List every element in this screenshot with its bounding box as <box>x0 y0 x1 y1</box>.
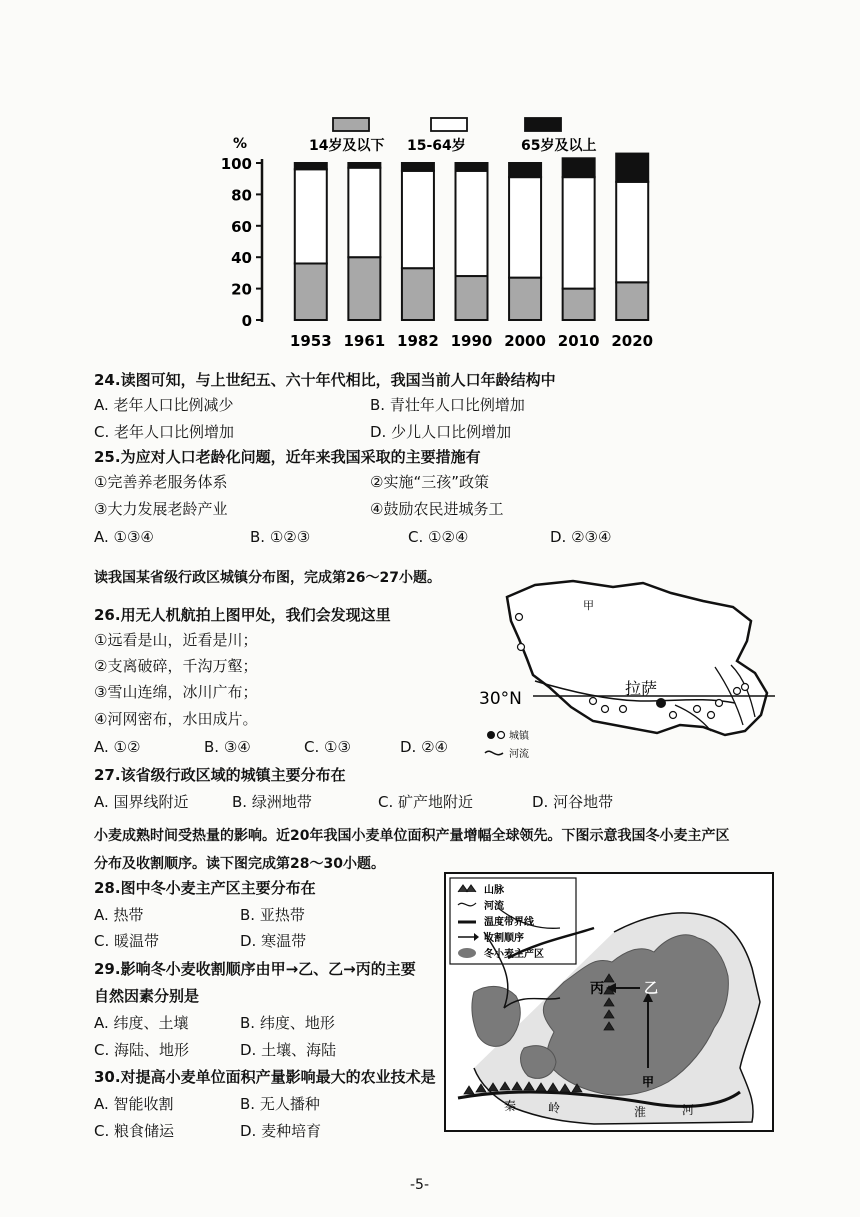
q27-option-b: B. 绿洲地带 <box>232 793 312 811</box>
intro-28-30-line2: 分布及收割顺序。读下图完成第28～30小题。 <box>94 856 385 872</box>
legend-town-label: 城镇 <box>509 731 529 742</box>
lasa-city-dot <box>656 698 666 708</box>
bar-segment-0 <box>616 282 648 320</box>
q25-option-d: D. ②③④ <box>550 528 612 546</box>
q26-option-d: D. ②④ <box>400 738 448 756</box>
q28-option-b: B. 亚热带 <box>240 906 305 924</box>
q27-option-a: A. 国界线附近 <box>94 793 189 811</box>
q27-option-d: D. 河谷地带 <box>532 793 614 811</box>
y-tick-label: 80 <box>231 186 252 205</box>
intro-26-27: 读我国某省级行政区城镇分布图，完成第26～27小题。 <box>94 570 441 586</box>
bar-segment-1 <box>509 177 541 277</box>
legend-swatch-0 <box>333 118 369 131</box>
latitude-label: 30°N <box>479 689 522 709</box>
q26-option-a: A. ①② <box>94 738 141 756</box>
q30-option-c: C. 粮食储运 <box>94 1122 175 1140</box>
q30-option-a: A. 智能收割 <box>94 1095 174 1113</box>
legend-wheat-area-icon <box>458 948 476 958</box>
bar-segment-1 <box>616 182 648 282</box>
bar-segment-1 <box>348 168 380 257</box>
bars-group <box>295 154 648 320</box>
q28-option-a: A. 热带 <box>94 906 144 924</box>
legend-swatch-1 <box>431 118 467 131</box>
map-label-bing: 丙 <box>590 981 604 997</box>
q28-option-d: D. 寒温带 <box>240 932 307 950</box>
q26-item-2: ②支离破碎，千沟万壑； <box>94 657 258 675</box>
legend-town-filled-icon <box>487 731 495 739</box>
chart-legend <box>309 118 596 154</box>
x-tick-label: 1982 <box>397 332 439 350</box>
legend-river-label: 河流 <box>484 901 504 912</box>
q28-stem: 28.图中冬小麦主产区主要分布在 <box>94 879 316 897</box>
legend-wheat-label: 冬小麦主产区 <box>484 949 544 960</box>
x-axis <box>290 332 653 350</box>
map-label-jia: 甲 <box>583 599 594 612</box>
bar-segment-1 <box>295 169 327 263</box>
bar-segment-0 <box>348 257 380 320</box>
q29-option-b: B. 纬度、地形 <box>240 1014 335 1032</box>
legend-harvest-label: 收割顺序 <box>484 933 524 944</box>
map-label-jia: 甲 <box>642 1075 655 1089</box>
x-tick-label: 2010 <box>557 332 600 350</box>
q25-item-4: ④鼓励农民进城务工 <box>370 500 504 518</box>
q24-stem: 24.读图可知，与上世纪五、六十年代相比，我国当前人口年龄结构中 <box>94 371 556 389</box>
bar-segment-1 <box>402 171 434 268</box>
x-tick-label: 2000 <box>504 332 546 350</box>
x-tick-label: 1953 <box>289 332 332 350</box>
bar-segment-2 <box>616 154 648 182</box>
legend-town-hollow-icon <box>498 732 505 739</box>
q27-stem: 27.该省级行政区域的城镇主要分布在 <box>94 766 346 784</box>
q26-option-c: C. ①③ <box>304 738 351 756</box>
q29-option-a: A. 纬度、土壤 <box>94 1014 189 1032</box>
q28-option-c: C. 暖温带 <box>94 932 160 950</box>
q24-option-d: D. 少儿人口比例增加 <box>370 423 512 441</box>
legend-label-2: 65岁及以上 <box>521 138 597 154</box>
legend-temp-zone-label: 温度带界线 <box>484 917 534 928</box>
legend-swatch-2 <box>525 118 561 131</box>
q29-stem-line1: 29.影响冬小麦收割顺序由甲→乙、乙→丙的主要 <box>94 960 416 978</box>
q25-option-a: A. ①③④ <box>94 528 154 546</box>
bar-segment-1 <box>456 171 488 276</box>
bar-segment-2 <box>348 163 380 168</box>
q26-option-b: B. ③④ <box>204 738 251 756</box>
q25-option-b: B. ①②③ <box>250 528 311 546</box>
x-tick-label: 1990 <box>450 332 493 350</box>
y-tick-label: 60 <box>231 217 252 236</box>
q29-stem-line2: 自然因素分别是 <box>94 987 200 1005</box>
map-label-he: 河 <box>682 1103 695 1117</box>
map-label-yi: 乙 <box>644 981 658 997</box>
y-tick-label: 40 <box>231 249 252 268</box>
q30-option-d: D. 麦种培育 <box>240 1122 322 1140</box>
q26-stem: 26.用无人机航拍上图甲处，我们会发现这里 <box>94 606 391 624</box>
x-tick-label: 2020 <box>611 332 654 350</box>
y-tick-label: 100 <box>220 155 252 173</box>
wheat-area-southwest <box>521 1046 556 1079</box>
q25-item-1: ①完善养老服务体系 <box>94 473 228 491</box>
province-town-map <box>475 575 785 765</box>
q26-item-4: ④河网密布，水田成片。 <box>94 710 258 728</box>
bar-segment-0 <box>563 289 595 320</box>
y-axis-unit: % <box>233 136 248 152</box>
legend-river-icon <box>485 751 503 754</box>
bar-segment-0 <box>295 263 327 320</box>
province-outline <box>507 581 767 735</box>
q30-stem: 30.对提高小麦单位面积产量影响最大的农业技术是 <box>94 1068 436 1086</box>
bar-segment-0 <box>509 278 541 320</box>
bar-segment-1 <box>563 177 595 288</box>
map-label-huai: 淮 <box>634 1105 647 1119</box>
bar-segment-2 <box>563 158 595 177</box>
bar-segment-2 <box>509 163 541 177</box>
bar-segment-2 <box>295 163 327 169</box>
x-tick-label: 1961 <box>343 332 386 350</box>
q25-option-c: C. ①②④ <box>408 528 469 546</box>
q24-option-b: B. 青壮年人口比例增加 <box>370 396 525 414</box>
y-tick-label: 0 <box>241 312 252 330</box>
winter-wheat-map <box>444 872 774 1132</box>
q24-option-c: C. 老年人口比例增加 <box>94 423 235 441</box>
q29-option-d: D. 土壤、海陆 <box>240 1041 337 1059</box>
q29-option-c: C. 海陆、地形 <box>94 1041 190 1059</box>
page-number: -5- <box>410 1177 430 1193</box>
q26-item-3: ③雪山连绵，冰川广布； <box>94 683 258 701</box>
legend-mountain-label: 山脉 <box>484 885 504 896</box>
legend-label-0: 14岁及以下 <box>309 138 385 154</box>
bar-segment-2 <box>456 163 488 171</box>
age-structure-chart <box>215 112 665 352</box>
q27-option-c: C. 矿产地附近 <box>378 793 474 811</box>
q25-item-2: ②实施“三孩”政策 <box>370 473 489 491</box>
legend-label-1: 15-64岁 <box>407 138 466 154</box>
y-tick-label: 20 <box>231 280 252 299</box>
map-label-qin: 秦 <box>504 1099 517 1113</box>
legend-river-label: 河流 <box>509 749 529 760</box>
bar-segment-2 <box>402 163 434 171</box>
bar-segment-0 <box>402 268 434 320</box>
lasa-label: 拉萨 <box>625 679 658 698</box>
q25-stem: 25.为应对人口老龄化问题，近年来我国采取的主要措施有 <box>94 448 481 466</box>
bar-segment-0 <box>456 276 488 320</box>
q24-option-a: A. 老年人口比例减少 <box>94 396 234 414</box>
q26-item-1: ①远看是山，近看是川； <box>94 631 258 649</box>
q30-option-b: B. 无人播种 <box>240 1095 320 1113</box>
y-axis <box>221 155 262 330</box>
intro-28-30-line1: 小麦成熟时间受热量的影响。近20年我国小麦单位面积产量增幅全球领先。下图示意我国冬小麦主产区 <box>94 828 730 844</box>
q25-item-3: ③大力发展老龄产业 <box>94 500 228 518</box>
map-label-ling: 岭 <box>548 1101 561 1115</box>
